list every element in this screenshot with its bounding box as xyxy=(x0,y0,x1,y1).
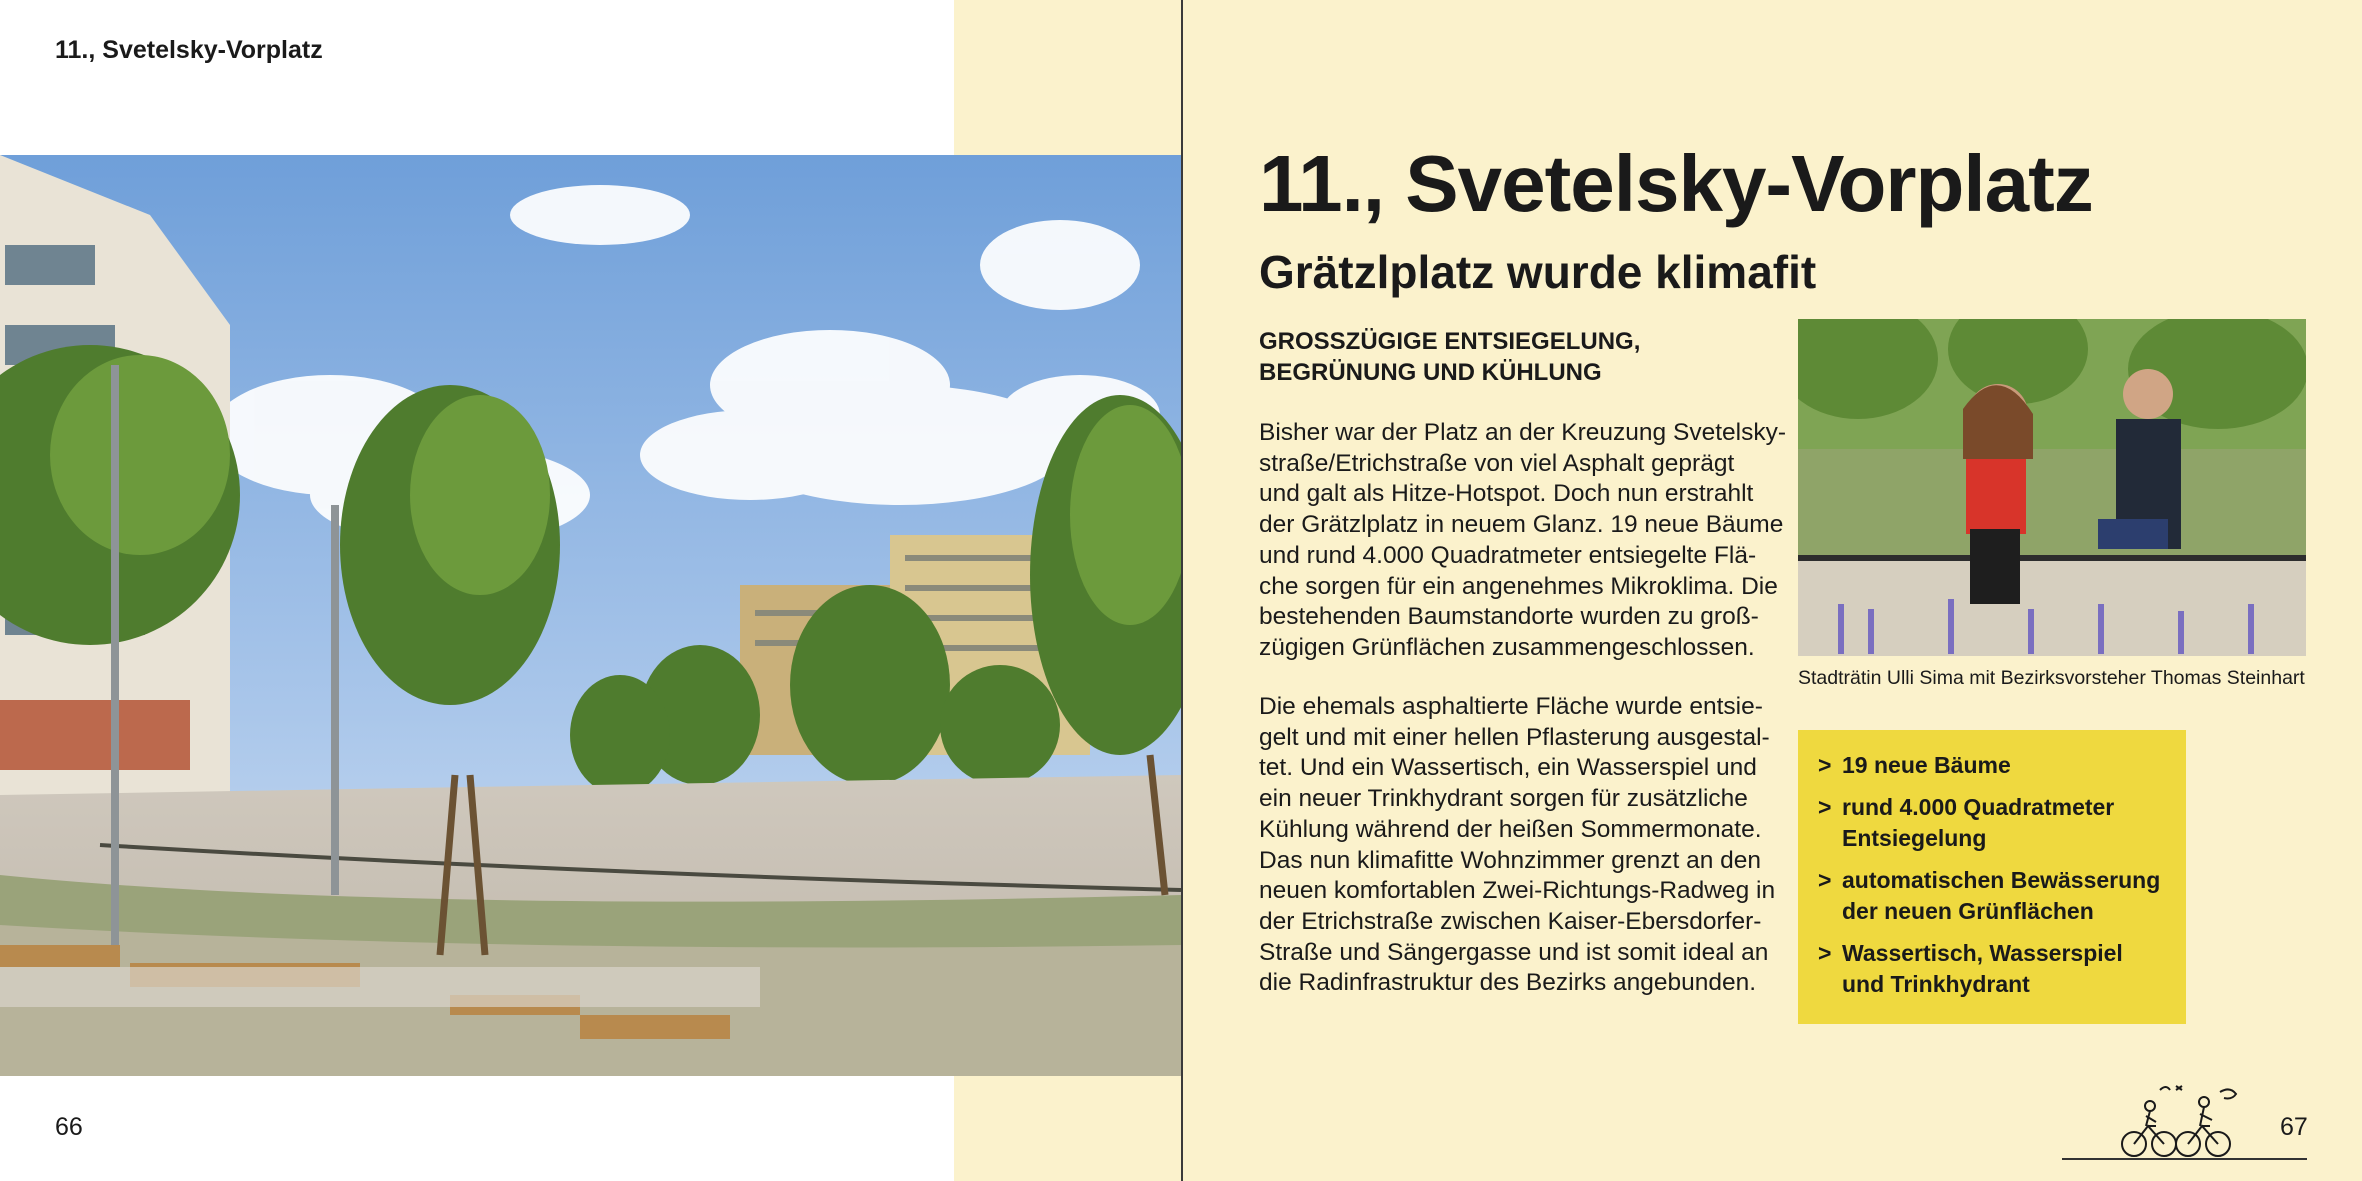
fact-item xyxy=(1818,792,2168,854)
text-line: und galt als Hitze-Hotspot. Doch nun erstrahlt xyxy=(1259,480,1754,508)
chevron-right-icon: > xyxy=(1818,752,1832,778)
lead-heading-line: BEGRÜNUNG UND KÜHLUNG xyxy=(1259,359,1602,386)
text-line: Straße und Sängergasse und ist somit ideal an xyxy=(1259,938,1769,966)
fact-text: Wassertisch, Wasserspiel xyxy=(1842,940,2123,966)
fact-item xyxy=(1818,750,2168,781)
lead-heading-line: GROSSZÜGIGE ENTSIEGELUNG, xyxy=(1259,328,1641,355)
page-title: 11., Svetelsky-Vorplatz xyxy=(1259,139,2093,228)
fact-text: automatischen Bewässerung xyxy=(1842,867,2161,893)
bicycle-couple-icon xyxy=(2120,1082,2242,1160)
text-line: bestehenden Baumstandorte wurden zu groß- xyxy=(1259,603,1759,631)
officials-photo xyxy=(1798,319,2306,656)
page-number-left: 66 xyxy=(55,1113,83,1141)
fact-text: 19 neue Bäume xyxy=(1842,752,2011,778)
text-line: Bisher war der Platz an der Kreuzung Svetelsky- xyxy=(1259,419,1786,446)
text-line: die Radinfrastruktur des Bezirks angebunden. xyxy=(1259,969,1757,997)
text-line: Die ehemals asphaltierte Fläche wurde entsie- xyxy=(1259,693,1763,720)
chevron-right-icon: > xyxy=(1818,867,1832,893)
fact-text: rund 4.000 Quadratmeter xyxy=(1842,794,2115,820)
text-line: che sorgen für ein angenehmes Mikroklima. Die xyxy=(1259,572,1778,600)
photo-caption: Stadträtin Ulli Sima mit Bezirksvorsteher Thomas Steinhart xyxy=(1798,667,2305,689)
body-paragraph-2 xyxy=(1259,692,1779,999)
text-line: der Grätzlplatz in neuem Glanz. 19 neue Bäume xyxy=(1259,511,1784,539)
chevron-right-icon: > xyxy=(1818,794,1832,820)
fact-text: Entsiegelung xyxy=(1842,825,1987,851)
running-head: 11., Svetelsky-Vorplatz xyxy=(55,36,323,64)
text-line: tet. Und ein Wassertisch, ein Wasserspiel und xyxy=(1259,754,1757,782)
plaza-photo xyxy=(0,155,1181,1076)
footer-rule xyxy=(2062,1158,2307,1160)
fact-item xyxy=(1818,865,2168,927)
text-line: Das nun klimafitte Wohnzimmer grenzt an den xyxy=(1259,846,1762,874)
lead-heading xyxy=(1259,326,1729,388)
text-line: gelt und mit einer hellen Pflasterung ausgestal- xyxy=(1259,723,1770,751)
page-spine-line xyxy=(1181,0,1183,1181)
chevron-right-icon: > xyxy=(1818,940,1832,966)
fact-text: der neuen Grünflächen xyxy=(1842,898,2094,924)
text-line: zügigen Grünflächen zusammengeschlossen. xyxy=(1259,633,1755,661)
fact-item xyxy=(1818,938,2168,1000)
text-line: straße/Etrichstraße von viel Asphalt geprägt xyxy=(1259,449,1735,477)
key-facts-box xyxy=(1798,730,2186,1024)
text-line: Kühlung während der heißen Sommermonate. xyxy=(1259,815,1762,843)
fact-text: und Trinkhydrant xyxy=(1842,971,2030,997)
page-subtitle: Grätzlplatz wurde klimafit xyxy=(1259,246,1817,298)
text-line: der Etrichstraße zwischen Kaiser-Ebersdorfer- xyxy=(1259,907,1762,935)
body-paragraph-1 xyxy=(1259,418,1786,664)
text-line: ein neuer Trinkhydrant sorgen für zusätzliche xyxy=(1259,785,1748,813)
text-line: und rund 4.000 Quadratmeter entsiegelte Flä- xyxy=(1259,541,1757,569)
page-number-right: 67 xyxy=(2280,1113,2308,1141)
text-line: neuen komfortablen Zwei-Richtungs-Radweg in xyxy=(1259,877,1776,905)
